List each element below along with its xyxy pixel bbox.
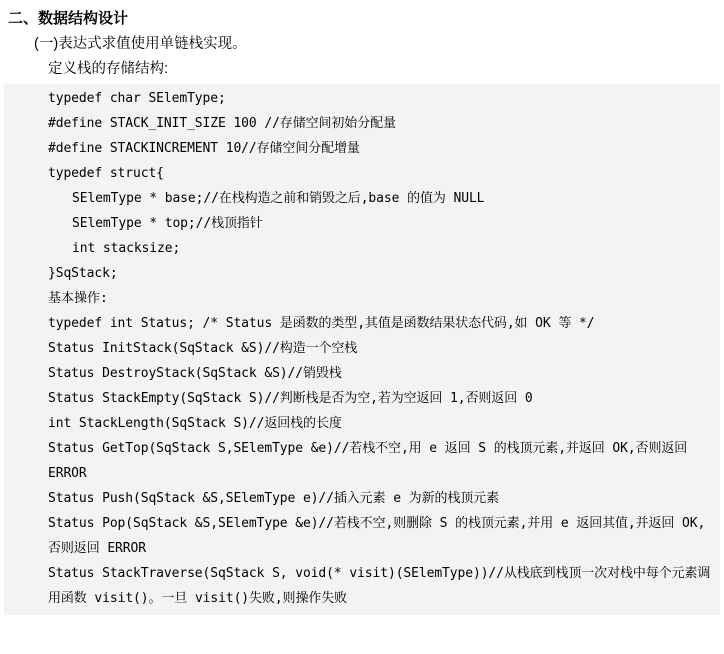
code-line: Status GetTop(SqStack S,SElemType &e)//若栈不空,用 e 返回 S 的栈顶元素,并返回 OK,否则返回 ERROR <box>48 441 695 481</box>
code-line: Status DestroyStack(SqStack &S)//销毁栈 <box>48 366 342 381</box>
code-line: SElemType * base;//在栈构造之前和销毁之后,base 的值为 NULL <box>72 191 485 206</box>
code-line: #define STACKINCREMENT 10//存储空间分配增量 <box>48 141 360 156</box>
code-line: #define STACK_INIT_SIZE 100 //存储空间初始分配量 <box>48 116 396 131</box>
code-line: int stacksize; <box>72 241 181 256</box>
section-subheading: (一)表达式求值使用单链栈实现。 <box>34 36 247 52</box>
code-line: Status InitStack(SqStack &S)//构造一个空栈 <box>48 341 358 356</box>
page-title: 二、数据结构设计 <box>8 10 129 27</box>
code-line: SElemType * top;//栈顶指针 <box>72 216 263 231</box>
code-line: }SqStack; <box>48 266 118 281</box>
code-line: Status Pop(SqStack &S,SElemType &e)//若栈不空,则删除 S 的栈顶元素,并用 e 返回其值,并返回 OK,否则返回 ERROR <box>48 516 706 556</box>
code-line: typedef struct{ <box>48 166 164 181</box>
code-line: typedef int Status; /* Status 是函数的类型,其值是函数结果状态代码,如 OK 等 */ <box>48 316 595 331</box>
code-block-storage-structure <box>4 84 720 615</box>
code-line: Status StackEmpty(SqStack S)//判断栈是否为空,若为空返回 1,否则返回 0 <box>48 391 533 406</box>
storage-structure-label: 定义栈的存储结构: <box>48 61 169 77</box>
code-line: typedef char SElemType; <box>48 91 226 106</box>
code-line: Status StackTraverse(SqStack S, void(* visit)(SElemType))//从栈底到栈顶一次对栈中每个元素调用函数 visit()。一旦 visit()失败,则操作失败 <box>48 566 711 606</box>
code-line: Status Push(SqStack &S,SElemType e)//插入元素 e 为新的栈顶元素 <box>48 491 499 506</box>
code-line: int StackLength(SqStack S)//返回栈的长度 <box>48 416 342 431</box>
basic-operations-label: 基本操作: <box>48 291 108 306</box>
